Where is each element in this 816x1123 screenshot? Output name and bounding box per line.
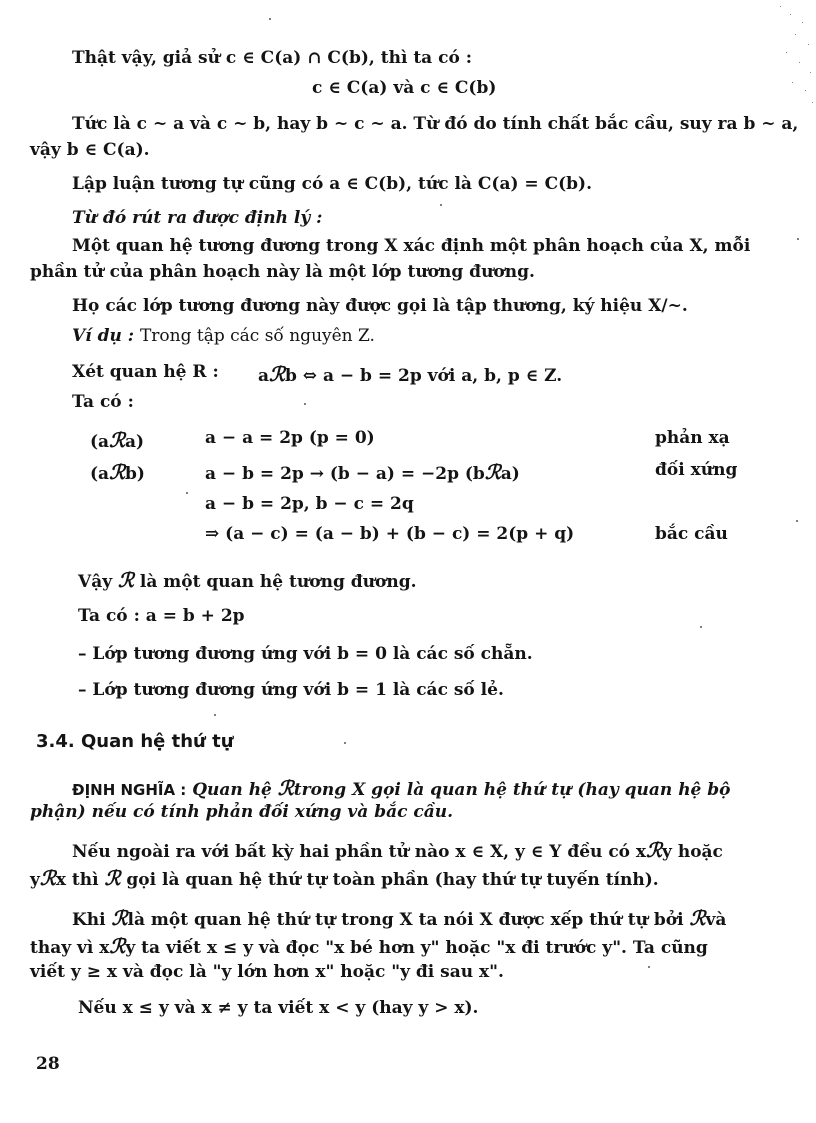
scan-speck	[186, 492, 188, 494]
scan-texture	[812, 102, 813, 103]
row-reflexive-property: phản xạ	[655, 428, 730, 448]
scan-speck	[700, 626, 702, 628]
relation-symbol: ℛ	[109, 430, 126, 452]
relation-symbol: ℛ	[646, 840, 663, 862]
relation-formula: b ⇔ a − b = 2p với a, b, p ∈ Z.	[284, 366, 563, 386]
scan-texture	[808, 44, 809, 45]
para-quotient-set: Họ các lớp tương đương này được gọi là tập thương, ký hiệu X/~.	[72, 296, 688, 316]
para-transitivity-line2: vậy b ∈ C(a).	[30, 140, 150, 160]
conclusion-equivalence: Vậy ℛ là một quan hệ tương đương.	[78, 570, 417, 592]
para-transitivity-line1: Tức là c ~ a và c ~ b, hay b ~ c ~ a. Từ đó do tính chất bắc cầu, suy ra b ~ a,	[72, 114, 799, 134]
scan-texture	[810, 72, 811, 73]
theorem-intro: Từ đó rút ra được định lý :	[72, 208, 323, 228]
para-ordering-line3: viết y ≥ x và đọc là "y lớn hơn x" hoặc "y đi sau x".	[30, 962, 504, 982]
relation-symbol: ℛ	[277, 778, 294, 800]
relation-symbol: ℛ	[269, 364, 285, 386]
row-transitive-property: bắc cầu	[655, 524, 728, 544]
list-item-odd: – Lớp tương đương ứng với b = 1 là các số lẻ.	[78, 680, 504, 700]
row-transitive-formula: ⇒ (a − c) = (a − b) + (b − c) = 2(p + q)	[205, 524, 575, 544]
para-total-order-line1: Nếu ngoài ra với bất kỳ hai phần tử nào x ∈ X, y ∈ Y đều có xℛy hoặc	[72, 840, 723, 862]
relation-symbol: ℛ	[109, 462, 126, 484]
scan-texture	[805, 90, 806, 91]
relation-symbol: ℛ	[689, 908, 706, 930]
para-proof-intro: Thật vậy, giả sử c ∈ C(a) ∩ C(b), thì ta có :	[72, 48, 472, 68]
relation-symbol: ℛ	[104, 868, 121, 890]
relation-symbol: ℛ	[118, 570, 134, 592]
relation-symbol: ℛ	[111, 908, 128, 930]
para-total-order-line2: yℛx thì ℛ gọi là quan hệ thứ tự toàn phần (hay thứ tự tuyến tính).	[30, 868, 659, 890]
para-a-equals: Ta có : a = b + 2p	[78, 606, 245, 626]
relation-symbol: ℛ	[39, 868, 56, 890]
page-number: 28	[36, 1054, 60, 1074]
relation-definition-label: Xét quan hệ R :	[72, 362, 219, 382]
relation-symbol: ℛ	[484, 462, 501, 484]
row-symmetric-formula: a − b = 2p → (b − a) = −2p (bℛa)	[205, 462, 520, 484]
scan-texture	[780, 6, 781, 7]
scan-texture	[790, 14, 791, 15]
scan-texture	[786, 52, 787, 53]
row-reflexive-formula: a − a = 2p (p = 0)	[205, 428, 375, 448]
para-membership: c ∈ C(a) và c ∈ C(b)	[312, 78, 497, 98]
scan-speck	[648, 966, 650, 968]
theorem-line2: phần tử của phân hoạch này là một lớp tương đương.	[30, 262, 535, 282]
para-ordering-line1: Khi ℛlà một quan hệ thứ tự trong X ta nói X được xếp thứ tự bởi ℛvà	[72, 908, 727, 930]
definition-label: ĐỊNH NGHĨA :	[72, 781, 187, 799]
relation-symbol: ℛ	[109, 936, 126, 958]
row-transitive-premise: a − b = 2p, b − c = 2q	[205, 494, 414, 514]
scan-texture	[802, 22, 803, 23]
scan-texture	[792, 82, 793, 83]
definition-line2: phận) nếu có tính phản đối xứng và bắc cầu.	[30, 802, 454, 822]
scan-texture	[799, 62, 800, 63]
example-line	[72, 326, 375, 346]
theorem-line1: Một quan hệ tương đương trong X xác định một phân hoạch của X, mỗi	[72, 236, 751, 256]
para-symmetric-argument: Lập luận tương tự cũng có a ∈ C(b), tức là C(a) = C(b).	[72, 174, 593, 194]
scan-speck	[304, 403, 306, 405]
para-strict-order: Nếu x ≤ y và x ≠ y ta viết x < y (hay y > x).	[78, 998, 479, 1018]
row-symmetric-property: đối xứng	[655, 460, 738, 480]
scan-speck	[440, 204, 442, 206]
scan-speck	[796, 520, 798, 522]
relation-definition	[258, 362, 562, 387]
scan-speck	[214, 714, 216, 716]
scan-speck	[344, 742, 346, 744]
list-item-even: – Lớp tương đương ứng với b = 0 là các số chẵn.	[78, 644, 533, 664]
definition-line1: ĐỊNH NGHĨA : Quan hệ ℛtrong X gọi là quan hệ thứ tự (hay quan hệ bộ	[72, 778, 731, 800]
scan-texture	[795, 34, 796, 35]
relation-var-a: a	[258, 366, 270, 386]
para-ordering-line2: thay vì xℛy ta viết x ≤ y và đọc "x bé hơn y" hoặc "x đi trước y". Ta cũng	[30, 936, 708, 958]
example-text: Trong tập các số nguyên Z.	[139, 326, 375, 346]
scan-speck	[269, 18, 271, 20]
example-label: Ví dụ :	[72, 326, 135, 346]
row-reflexive-label: (aℛa)	[90, 430, 145, 452]
section-heading: 3.4. Quan hệ thứ tự	[36, 731, 234, 752]
row-symmetric-label: (aℛb)	[90, 462, 145, 484]
scan-speck	[797, 238, 799, 240]
para-ta-co: Ta có :	[72, 392, 134, 412]
